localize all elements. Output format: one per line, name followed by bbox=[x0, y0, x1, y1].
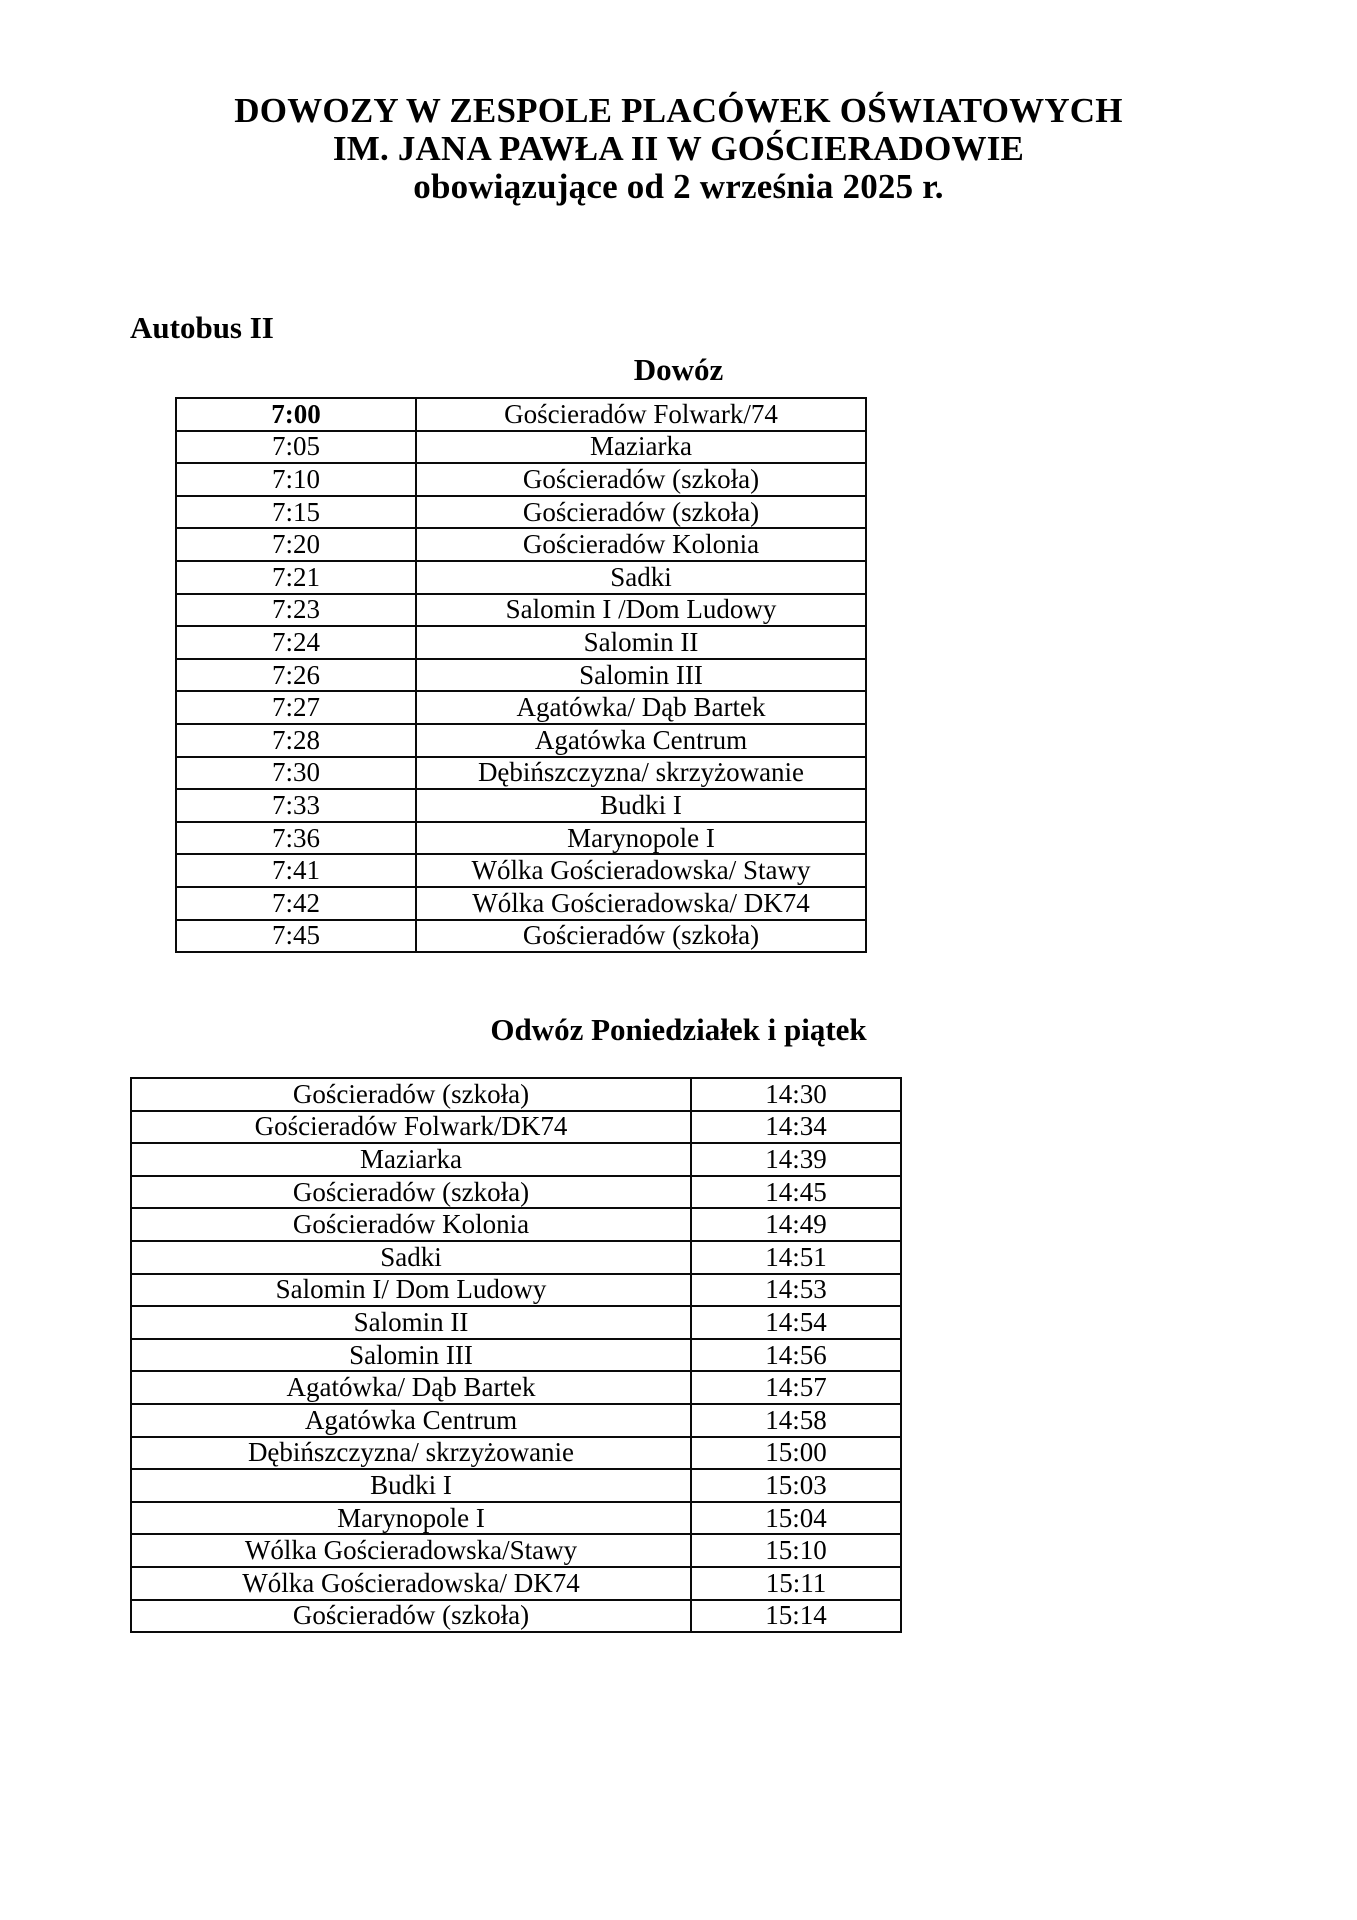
odwoz-row bbox=[131, 1534, 901, 1567]
time-cell: 7:45 bbox=[176, 920, 416, 953]
time-cell: 7:36 bbox=[176, 822, 416, 855]
time-cell: 15:14 bbox=[691, 1600, 901, 1633]
stop-cell: Gościeradów (szkoła) bbox=[416, 920, 866, 953]
stop-cell: Salomin III bbox=[131, 1339, 691, 1372]
stop-cell: Agatówka/ Dąb Bartek bbox=[416, 691, 866, 724]
time-cell: 15:11 bbox=[691, 1567, 901, 1600]
time-cell: 7:33 bbox=[176, 789, 416, 822]
dowoz-row bbox=[176, 659, 866, 692]
time-cell: 14:45 bbox=[691, 1176, 901, 1209]
odwoz-row bbox=[131, 1502, 901, 1535]
bus-label: Autobus II bbox=[130, 310, 274, 345]
odwoz-row bbox=[131, 1078, 901, 1111]
time-cell: 14:30 bbox=[691, 1078, 901, 1111]
stop-cell: Gościeradów (szkoła) bbox=[131, 1176, 691, 1209]
dowoz-row bbox=[176, 496, 866, 529]
time-cell: 7:42 bbox=[176, 887, 416, 920]
time-cell: 7:28 bbox=[176, 724, 416, 757]
time-cell: 7:24 bbox=[176, 626, 416, 659]
dowoz-row bbox=[176, 626, 866, 659]
dowoz-row bbox=[176, 398, 866, 431]
dowoz-row bbox=[176, 724, 866, 757]
odwoz-row bbox=[131, 1143, 901, 1176]
stop-cell: Budki I bbox=[131, 1469, 691, 1502]
dowoz-row bbox=[176, 528, 866, 561]
time-cell: 7:20 bbox=[176, 528, 416, 561]
dowoz-row bbox=[176, 463, 866, 496]
stop-cell: Gościeradów Folwark/DK74 bbox=[131, 1111, 691, 1144]
time-cell: 7:00 bbox=[176, 398, 416, 431]
stop-cell: Wólka Gościeradowska/ DK74 bbox=[416, 887, 866, 920]
time-cell: 14:57 bbox=[691, 1371, 901, 1404]
stop-cell: Wólka Gościeradowska/Stawy bbox=[131, 1534, 691, 1567]
stop-cell: Salomin III bbox=[416, 659, 866, 692]
dowoz-row bbox=[176, 854, 866, 887]
dowoz-row bbox=[176, 594, 866, 627]
odwoz-row bbox=[131, 1371, 901, 1404]
dowoz-row bbox=[176, 789, 866, 822]
odwoz-row bbox=[131, 1176, 901, 1209]
time-cell: 15:04 bbox=[691, 1502, 901, 1535]
odwoz-section-heading: Odwóz Poniedziałek i piątek bbox=[490, 1012, 867, 1047]
time-cell: 7:26 bbox=[176, 659, 416, 692]
time-cell: 14:51 bbox=[691, 1241, 901, 1274]
odwoz-row bbox=[131, 1404, 901, 1437]
stop-cell: Gościeradów Kolonia bbox=[131, 1208, 691, 1241]
odwoz-timetable bbox=[130, 1077, 902, 1633]
dowoz-row bbox=[176, 561, 866, 594]
stop-cell: Gościeradów Folwark/74 bbox=[416, 398, 866, 431]
stop-cell: Dębińszczyzna/ skrzyżowanie bbox=[416, 757, 866, 790]
odwoz-row bbox=[131, 1208, 901, 1241]
stop-cell: Maziarka bbox=[416, 431, 866, 464]
stop-cell: Wólka Gościeradowska/ Stawy bbox=[416, 854, 866, 887]
time-cell: 7:15 bbox=[176, 496, 416, 529]
odwoz-row bbox=[131, 1600, 901, 1633]
dowoz-row bbox=[176, 887, 866, 920]
stop-cell: Agatówka Centrum bbox=[131, 1404, 691, 1437]
time-cell: 7:10 bbox=[176, 463, 416, 496]
stop-cell: Gościeradów Kolonia bbox=[416, 528, 866, 561]
dowoz-row bbox=[176, 920, 866, 953]
title-line-2: IM. JANA PAWŁA II W GOŚCIERADOWIE bbox=[332, 129, 1025, 168]
odwoz-row bbox=[131, 1567, 901, 1600]
odwoz-row bbox=[131, 1437, 901, 1470]
time-cell: 14:58 bbox=[691, 1404, 901, 1437]
stop-cell: Maziarka bbox=[131, 1143, 691, 1176]
dowoz-row bbox=[176, 822, 866, 855]
time-cell: 15:00 bbox=[691, 1437, 901, 1470]
stop-cell: Salomin I/ Dom Ludowy bbox=[131, 1274, 691, 1307]
time-cell: 7:30 bbox=[176, 757, 416, 790]
time-cell: 14:39 bbox=[691, 1143, 901, 1176]
stop-cell: Gościeradów (szkoła) bbox=[131, 1600, 691, 1633]
dowoz-timetable bbox=[175, 397, 867, 953]
time-cell: 14:56 bbox=[691, 1339, 901, 1372]
odwoz-row bbox=[131, 1469, 901, 1502]
odwoz-row bbox=[131, 1111, 901, 1144]
dowoz-row bbox=[176, 757, 866, 790]
odwoz-row bbox=[131, 1306, 901, 1339]
time-cell: 14:49 bbox=[691, 1208, 901, 1241]
odwoz-row bbox=[131, 1339, 901, 1372]
stop-cell: Budki I bbox=[416, 789, 866, 822]
stop-cell: Agatówka/ Dąb Bartek bbox=[131, 1371, 691, 1404]
stop-cell: Sadki bbox=[131, 1241, 691, 1274]
stop-cell: Gościeradów (szkoła) bbox=[131, 1078, 691, 1111]
stop-cell: Gościeradów (szkoła) bbox=[416, 463, 866, 496]
time-cell: 15:10 bbox=[691, 1534, 901, 1567]
dowoz-row bbox=[176, 691, 866, 724]
title-line-3: obowiązujące od 2 września 2025 r. bbox=[413, 167, 944, 206]
stop-cell: Marynopole I bbox=[131, 1502, 691, 1535]
stop-cell: Marynopole I bbox=[416, 822, 866, 855]
dowoz-row bbox=[176, 431, 866, 464]
dowoz-section-heading: Dowóz bbox=[633, 352, 724, 387]
stop-cell: Dębińszczyzna/ skrzyżowanie bbox=[131, 1437, 691, 1470]
time-cell: 15:03 bbox=[691, 1469, 901, 1502]
stop-cell: Wólka Gościeradowska/ DK74 bbox=[131, 1567, 691, 1600]
stop-cell: Salomin II bbox=[131, 1306, 691, 1339]
document-title bbox=[0, 92, 1357, 206]
odwoz-row bbox=[131, 1274, 901, 1307]
time-cell: 14:34 bbox=[691, 1111, 901, 1144]
title-line-1: DOWOZY W ZESPOLE PLACÓWEK OŚWIATOWYCH bbox=[234, 91, 1123, 130]
stop-cell: Salomin I /Dom Ludowy bbox=[416, 594, 866, 627]
time-cell: 14:54 bbox=[691, 1306, 901, 1339]
time-cell: 7:05 bbox=[176, 431, 416, 464]
time-cell: 7:21 bbox=[176, 561, 416, 594]
stop-cell: Sadki bbox=[416, 561, 866, 594]
time-cell: 14:53 bbox=[691, 1274, 901, 1307]
time-cell: 7:41 bbox=[176, 854, 416, 887]
stop-cell: Salomin II bbox=[416, 626, 866, 659]
time-cell: 7:27 bbox=[176, 691, 416, 724]
odwoz-row bbox=[131, 1241, 901, 1274]
time-cell: 7:23 bbox=[176, 594, 416, 627]
stop-cell: Gościeradów (szkoła) bbox=[416, 496, 866, 529]
stop-cell: Agatówka Centrum bbox=[416, 724, 866, 757]
